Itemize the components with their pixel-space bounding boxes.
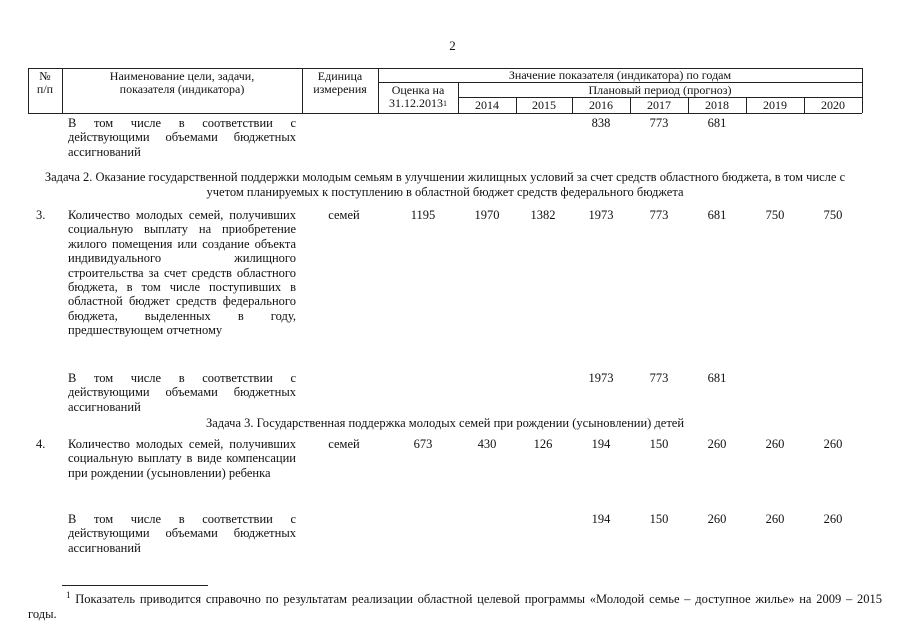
- value-2017: 773: [649, 208, 669, 222]
- value-2018: 681: [707, 116, 727, 130]
- header-estimate-date: 31.12.2013: [389, 96, 443, 110]
- row-unit: семей: [328, 208, 360, 222]
- value-2019: 260: [765, 512, 785, 526]
- header-num-line1: №: [39, 69, 51, 83]
- value-2017: 773: [649, 116, 669, 130]
- header-num-line2: п/п: [36, 82, 54, 96]
- header-num: [28, 70, 62, 96]
- header-name-line1: Наименование цели, задачи,: [109, 69, 255, 83]
- header-year-2014: 2014: [475, 98, 499, 112]
- footnote-separator: [62, 585, 208, 586]
- row-unit: семей: [328, 437, 360, 451]
- header-unit: [302, 70, 378, 96]
- value-2020: 260: [823, 437, 843, 451]
- header-year-2019: 2019: [763, 98, 787, 112]
- row-description: В том числе в соответствии с действующими объемами бюджетных ассигнований: [68, 116, 296, 159]
- task-2-heading: Задача 2. Оказание государственной поддержки молодым семьям в улучшении жилищных условий за счет средств областного бюджета, в том числе с учетом планируемых к поступлению в областной бюджет средств федерального бюджета: [44, 170, 846, 199]
- value-2018: 260: [707, 512, 727, 526]
- header-year-2020: 2020: [821, 98, 845, 112]
- value-2019: 750: [765, 208, 785, 222]
- value-2017: 150: [649, 437, 669, 451]
- value-2016: 1973: [588, 208, 614, 222]
- row-description: В том числе в соответствии с действующими объемами бюджетных ассигнований: [68, 371, 296, 414]
- header-year-2015: 2015: [532, 98, 556, 112]
- value-2017: 150: [649, 512, 669, 526]
- value-2016: 1973: [588, 371, 614, 385]
- value-2016: 194: [591, 512, 611, 526]
- row-description: Количество молодых семей, получивших социальную выплату на приобретение жилого помещения или создание объекта индивидуального жилищного строительства за счет средств областного бюджета, в том числе поступивших в областной бюджет средств федерального бюджета, выделенных в году, предшествующем отчетному: [68, 208, 296, 338]
- page-number: 2: [449, 38, 456, 53]
- value-2017: 773: [649, 371, 669, 385]
- value-2015: 1382: [530, 208, 556, 222]
- value-2016: 194: [591, 437, 611, 451]
- header-estimate-line1: Оценка на: [391, 83, 445, 97]
- value-2020: 750: [823, 208, 843, 222]
- task-3-heading: Задача 3. Государственная поддержка молодых семей при рождении (усыновлении) детей: [205, 416, 685, 430]
- value-2014: 1970: [474, 208, 500, 222]
- value-2020: 260: [823, 512, 843, 526]
- row-description: В том числе в соответствии с действующими объемами бюджетных ассигнований: [68, 512, 296, 555]
- header-name-line2: показателя (индикатора): [119, 82, 245, 96]
- header-estimate-line2: [378, 97, 458, 110]
- header-year-2017: 2017: [647, 98, 671, 112]
- header-values-group: Значение показателя (индикатора) по годам: [508, 68, 732, 82]
- value-2015: 126: [533, 437, 553, 451]
- header-name: [62, 70, 302, 96]
- value-2016: 838: [591, 116, 611, 130]
- row-number: 4.: [36, 437, 46, 451]
- footnote: [28, 588, 882, 622]
- header-year-2016: 2016: [589, 98, 613, 112]
- value-estimate-2013: 673: [413, 437, 433, 451]
- row-number: 3.: [36, 208, 46, 222]
- footnote-text: Показатель приводится справочно по результатам реализации областной целевой программы «Молодой семье – доступное жилье» на 2009 – 2015 годы.: [28, 592, 883, 622]
- value-2018: 681: [707, 371, 727, 385]
- row-description: Количество молодых семей, получивших социальную выплату в виде компенсации при рождении (усыновлении) ребенка: [68, 437, 296, 480]
- footnote-ref: 1: [443, 99, 447, 108]
- value-estimate-2013: 1195: [410, 208, 436, 222]
- value-2014: 430: [477, 437, 497, 451]
- header-unit-line1: Единица: [317, 69, 363, 83]
- value-2018: 681: [707, 208, 727, 222]
- header-plan-period: Плановый период (прогноз): [588, 83, 732, 97]
- header-estimate: [378, 84, 458, 110]
- header-unit-line2: измерения: [313, 82, 367, 96]
- header-year-2018: 2018: [705, 98, 729, 112]
- value-2019: 260: [765, 437, 785, 451]
- value-2018: 260: [707, 437, 727, 451]
- footnote-mark: 1: [66, 590, 71, 600]
